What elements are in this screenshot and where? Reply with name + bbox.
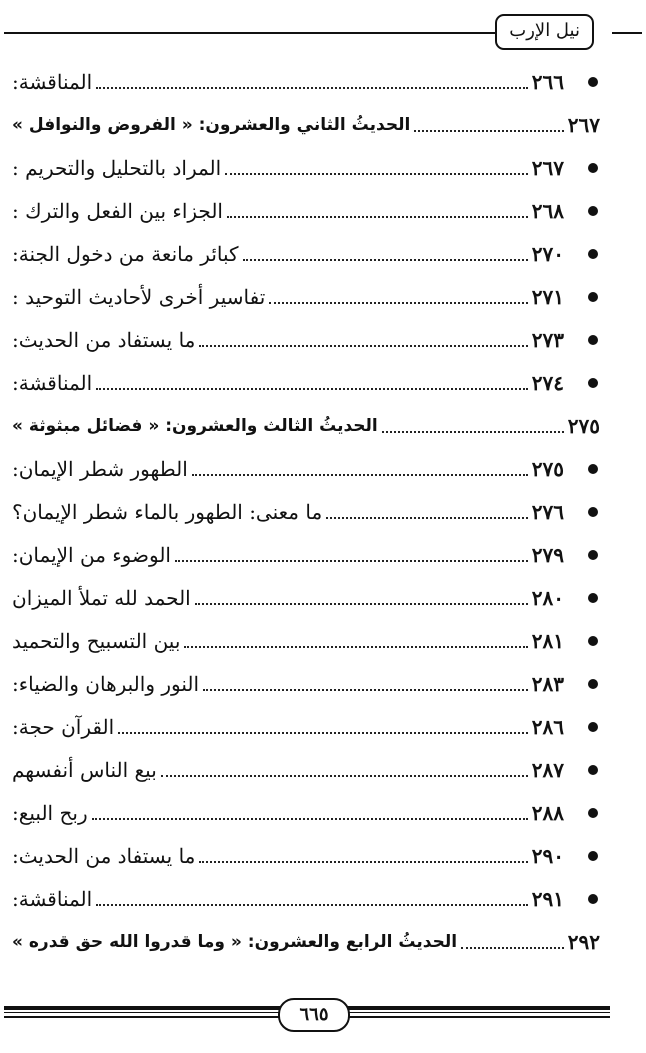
bullet-icon [588, 679, 598, 689]
toc-entry [12, 277, 564, 317]
toc-heading-entry [12, 105, 600, 145]
bullet-icon [588, 292, 598, 302]
toc-entry-title: الطهور شطر الإيمان: [12, 457, 188, 481]
toc-entry [12, 664, 564, 704]
toc-entry-title: بيع الناس أنفسهم [12, 758, 157, 782]
dot-leader [461, 947, 564, 949]
toc-entry-title: ما معنى: الطهور بالماء شطر الإيمان؟ [12, 500, 323, 524]
toc-entry [12, 750, 564, 790]
toc-entry [12, 234, 564, 274]
toc-entry-title: المناقشة: [12, 371, 93, 395]
toc-entry-title: كبائر مانعة من دخول الجنة: [12, 242, 239, 266]
toc-entry-page: ٢٨٨ [531, 801, 564, 825]
bullet-icon [588, 206, 598, 216]
toc-entry [12, 62, 564, 102]
dot-leader [96, 388, 528, 390]
toc-entry [12, 879, 564, 919]
toc-entry [12, 793, 564, 833]
bullet-icon [588, 593, 598, 603]
dot-leader [175, 560, 528, 562]
dot-leader [184, 646, 527, 648]
bullet-icon [588, 550, 598, 560]
toc-entry [12, 320, 564, 360]
toc-entry-page: ٢٧٥ [531, 457, 564, 481]
bullet-icon [588, 77, 598, 87]
toc-entry-page: ٢٨٣ [531, 672, 564, 696]
toc-entry-title: الحمد لله تملأ الميزان [12, 586, 191, 610]
toc-entry-page: ٢٧٣ [531, 328, 564, 352]
page-number: ٦٦٥ [278, 998, 350, 1032]
book-title-tab: نيل الإرب [495, 14, 594, 50]
toc-entry-page: ٢٧٤ [531, 371, 564, 395]
dot-leader [382, 431, 564, 433]
bullet-icon [588, 163, 598, 173]
toc-entry [12, 707, 564, 747]
bullet-icon [588, 335, 598, 345]
dot-leader [269, 302, 527, 304]
toc-entry [12, 578, 564, 618]
toc-entry [12, 535, 564, 575]
dot-leader [96, 87, 528, 89]
bullet-icon [588, 765, 598, 775]
dot-leader [199, 861, 527, 863]
toc-entry-page: ٢٨٠ [531, 586, 564, 610]
bullet-icon [588, 464, 598, 474]
toc-entry-title: ما يستفاد من الحديث: [12, 328, 196, 352]
toc-entry-page: ٢٩٢ [567, 930, 600, 954]
toc-entry-page: ٢٦٨ [531, 199, 564, 223]
dot-leader [326, 517, 528, 519]
toc-entry-title: الحديثُ الرابع والعشرون: « وما قدروا الله حق قدره » [12, 932, 458, 952]
dot-leader [227, 216, 528, 218]
toc-entry-page: ٢٧٦ [531, 500, 564, 524]
toc-entry-page: ٢٨٧ [531, 758, 564, 782]
bullet-icon [588, 636, 598, 646]
toc-entry-title: الحديثُ الثاني والعشرون: « الفروض والنوافل » [12, 115, 411, 135]
dot-leader [96, 904, 528, 906]
toc-entry-title: الحديثُ الثالث والعشرون: « فضائل مبثوثة » [12, 416, 378, 436]
toc-entry [12, 191, 564, 231]
page-footer [0, 992, 646, 1042]
dot-leader [203, 689, 528, 691]
toc-entry-title: المراد بالتحليل والتحريم : [12, 156, 222, 180]
dot-leader [243, 259, 528, 261]
toc-entry [12, 621, 564, 661]
dot-leader [414, 130, 563, 132]
header-rule-right [612, 32, 642, 34]
dot-leader [161, 775, 528, 777]
toc-entry-page: ٢٨١ [531, 629, 564, 653]
toc-entry-page: ٢٦٧ [531, 156, 564, 180]
toc-entry-title: النور والبرهان والضياء: [12, 672, 200, 696]
toc-entry-page: ٢٧٠ [531, 242, 564, 266]
toc-entry-page: ٢٧١ [531, 285, 564, 309]
toc-entry-title: بين التسبيح والتحميد [12, 629, 181, 653]
toc-heading-entry [12, 406, 600, 446]
toc-heading-entry [12, 922, 600, 962]
toc-entry-page: ٢٧٥ [567, 414, 600, 438]
toc-entry-title: الوضوء من الإيمان: [12, 543, 171, 567]
toc-entry-page: ٢٦٦ [531, 70, 564, 94]
dot-leader [92, 818, 528, 820]
toc-entry [12, 836, 564, 876]
toc-entry-page: ٢٩١ [531, 887, 564, 911]
toc-entry-page: ٢٦٧ [567, 113, 600, 137]
running-header [0, 0, 646, 60]
toc-entry-page: ٢٧٩ [531, 543, 564, 567]
toc-entry [12, 148, 564, 188]
bullet-icon [588, 507, 598, 517]
bullet-icon [588, 894, 598, 904]
toc-entry-title: تفاسير أخرى لأحاديث التوحيد : [12, 285, 266, 309]
dot-leader [195, 603, 528, 605]
dot-leader [225, 173, 528, 175]
bullet-icon [588, 249, 598, 259]
bullet-icon [588, 722, 598, 732]
toc-entry-title: القرآن حجة: [12, 715, 115, 739]
toc-entry-page: ٢٩٠ [531, 844, 564, 868]
bullet-icon [588, 808, 598, 818]
toc-entry [12, 449, 564, 489]
bullet-icon [588, 851, 598, 861]
dot-leader [199, 345, 527, 347]
toc-entry [12, 492, 564, 532]
toc-entry-title: ما يستفاد من الحديث: [12, 844, 196, 868]
dot-leader [192, 474, 528, 476]
toc-entry-title: ربح البيع: [12, 801, 88, 825]
toc-entry-title: الجزاء بين الفعل والترك : [12, 199, 223, 223]
toc-entry [12, 363, 564, 403]
bullet-icon [588, 378, 598, 388]
toc-entry-title: المناقشة: [12, 70, 93, 94]
dot-leader [118, 732, 528, 734]
toc-entry-title: المناقشة: [12, 887, 93, 911]
toc-entry-page: ٢٨٦ [531, 715, 564, 739]
